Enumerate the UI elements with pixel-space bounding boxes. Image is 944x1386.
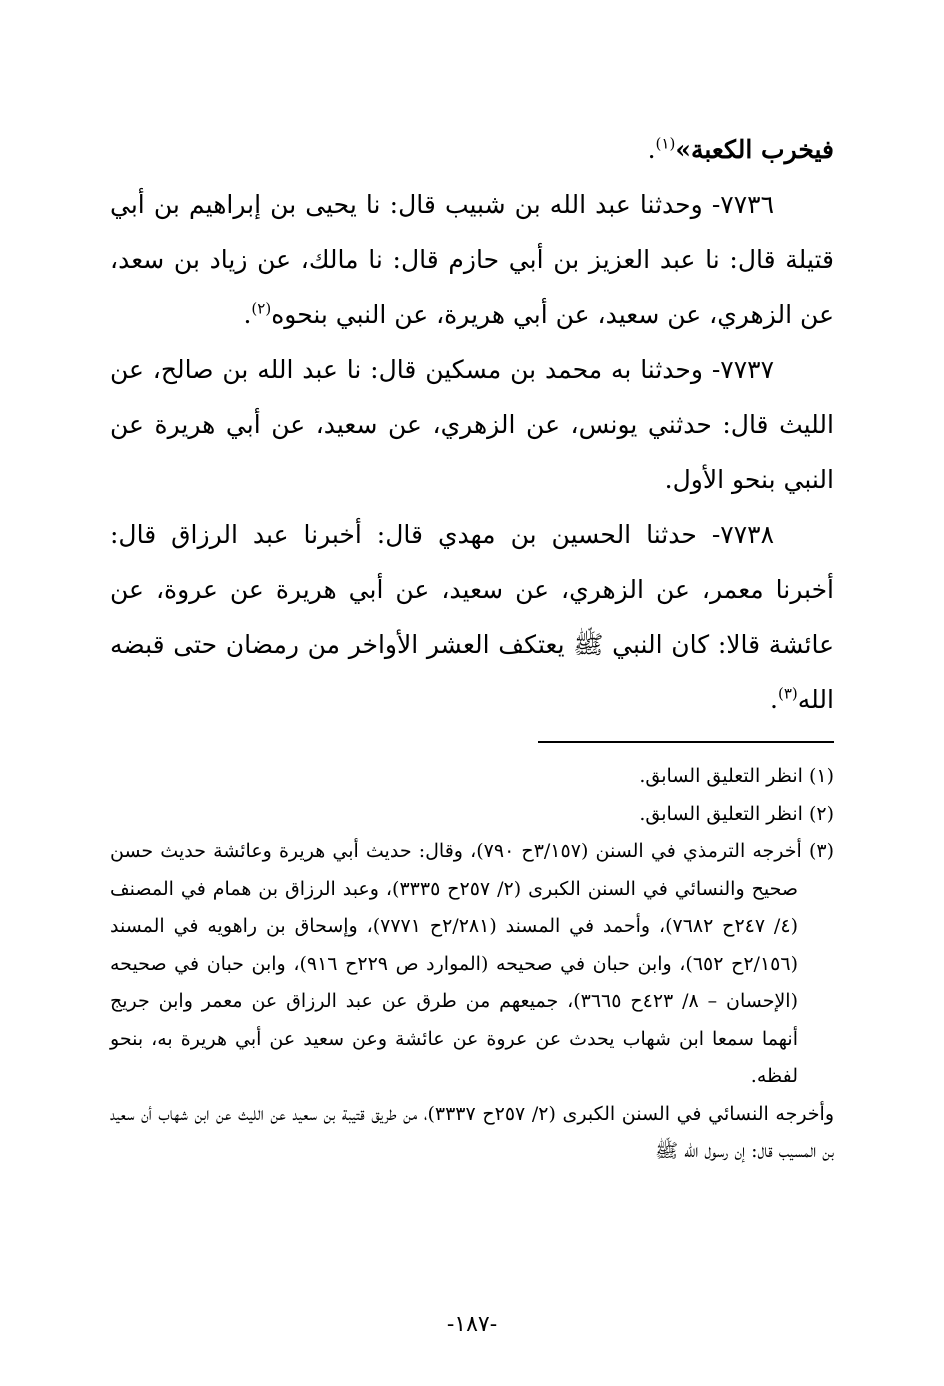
footnotes: [110, 758, 834, 1171]
continuation-line: [110, 122, 834, 177]
continuation-end: .: [647, 135, 656, 164]
hadith-7736-text: ٧٧٣٦- وحدثنا عبد الله بن شبيب قال: نا يحيى بن إبراهيم بن أبي قتيلة قال: نا عبد العزيز بن أبي حازم قال: نا مالك، عن زياد بن سعد، عن الزهري، عن سعيد، عن أبي هريرة، عن النبي بنحوه: [110, 190, 834, 329]
footnote-2: (٢) انظر التعليق السابق.: [639, 802, 834, 825]
hadith-7738-end: .: [770, 685, 778, 714]
footnote-ref-2: (٢): [251, 299, 272, 318]
hadith-7738: [110, 507, 834, 727]
footnote-1: (١) انظر التعليق السابق.: [639, 765, 834, 787]
footnote-ref-1: (١): [655, 134, 676, 153]
continuation-text: فيخرب الكعبة»: [675, 135, 834, 164]
page-number: -١٨٧-: [446, 1312, 498, 1337]
hadith-7737-text: ٧٧٣٧- وحدثنا به محمد بن مسكين قال: نا عبد الله بن صالح، عن الليث قال: حدثني يونس، عن الزهري، عن سعيد، عن أبي هريرة عن النبي بنحو الأول.: [110, 355, 834, 494]
footnote-ref-3: (٣): [777, 684, 798, 703]
footnote-separator: [538, 741, 834, 743]
footnote-3-continuation: وأخرجه النسائي في السنن الكبرى (٢/ ٢٥٧ح ٣٣٣٧)، من طريق قتيبة بن سعيد عن الليث عن ابن شهاب أن سعيد بن المسيب قال: إن رسول الله ﷺ: [110, 1102, 835, 1162]
hadith-7738-text: ٧٧٣٨- حدثنا الحسين بن مهدي قال: أخبرنا عبد الرزاق قال: أخبرنا معمر، عن الزهري، عن سعيد، عن أبي هريرة عن عروة، عن عائشة قالا: كان النبي ﷺ يعتكف العشر الأواخر من رمضان حتى قبضه الله: [110, 520, 834, 714]
hadith-7736-end: .: [243, 300, 252, 329]
footnote-3: (٣) أخرجه الترمذي في السنن (٣/١٥٧ح ٧٩٠)، وقال: حديث أبي هريرة وعائشة حديث حسن صحيح والنسائي في السنن الكبرى (٢/ ٢٥٧ح ٣٣٣٥)، وعبد الرزاق بن همام في المصنف (٤/ ٢٤٧ح ٧٦٨٢)، وأحمد في المسند (٢/٢٨١ح ٧٧٧١)، وإسحاق بن راهويه في المسند (٢/١٥٦ح ٦٥٢)، وابن حبان في صحيحه (الموارد ص ٢٢٩ح ٩١٦)، وابن حبان في صحيحه (الإحسان – ٨/ ٤٢٣ح ٣٦٦٥)، جميعهم من طرق عن عبد الرزاق عن معمر وابن جريج أنهما سمعا ابن شهاب يحدث عن عروة عن عائشة وعن سعيد عن أبي هريرة به، بنحو لفظه.: [110, 840, 835, 1087]
main-text: [110, 122, 834, 727]
hadith-7736: [110, 177, 834, 342]
hadith-7737: [110, 342, 834, 507]
